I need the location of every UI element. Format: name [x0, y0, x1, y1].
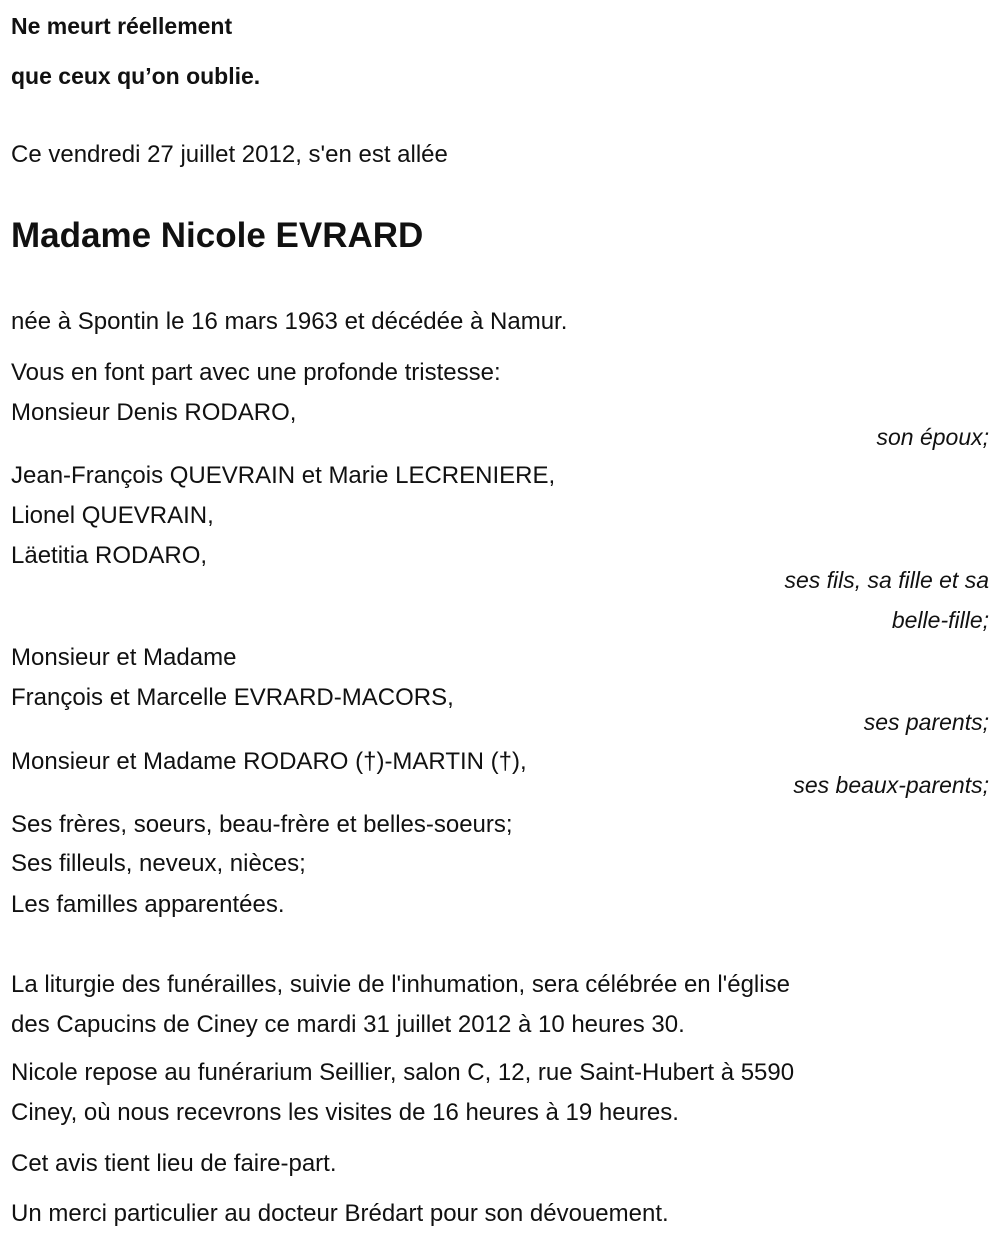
- child-3: Läetitia RODARO,: [11, 542, 208, 569]
- thanks: Un merci particulier au docteur Brédart pour son dévouement.: [11, 1200, 669, 1227]
- children-relation-1: ses fils, sa fille et sa: [784, 567, 989, 593]
- spouse-relation: son époux;: [876, 424, 989, 450]
- deceased-name: Madame Nicole EVRARD: [11, 216, 424, 255]
- funeral-line-2: des Capucins de Ciney ce mardi 31 juillet 2012 à 10 heures 30.: [11, 1011, 685, 1038]
- motto-line-2: que ceux qu’on oublie.: [11, 63, 261, 89]
- notice: Cet avis tient lieu de faire-part.: [11, 1150, 337, 1177]
- visit-line-1: Nicole repose au funérarium Seillier, salon C, 12, rue Saint-Hubert à 5590: [11, 1059, 795, 1086]
- others-line-1: Ses frères, soeurs, beau-frère et belles-soeurs;: [11, 811, 513, 838]
- others-line-2: Ses filleuls, neveux, nièces;: [11, 850, 306, 877]
- others-line-3: Les familles apparentées.: [11, 891, 285, 918]
- funeral-line-1: La liturgie des funérailles, suivie de l'inhumation, sera célébrée en l'église: [11, 971, 790, 998]
- parents-relation: ses parents;: [863, 709, 989, 735]
- spouse-name: Monsieur Denis RODARO,: [11, 399, 297, 426]
- children-relation-2: belle-fille;: [891, 607, 989, 633]
- birth-death: née à Spontin le 16 mars 1963 et décédée à Namur.: [11, 308, 568, 335]
- in-laws-relation: ses beaux-parents;: [793, 772, 989, 798]
- parents-line-2: François et Marcelle EVRARD-MACORS,: [11, 684, 454, 711]
- intro: Ce vendredi 27 juillet 2012, s'en est allée: [11, 141, 448, 168]
- motto-line-1: Ne meurt réellement: [11, 13, 233, 39]
- announcement: Vous en font part avec une profonde tristesse:: [11, 359, 501, 386]
- in-laws-name: Monsieur et Madame RODARO (†)-MARTIN (†),: [11, 748, 527, 775]
- child-2: Lionel QUEVRAIN,: [11, 502, 214, 529]
- visit-line-2: Ciney, où nous recevrons les visites de 16 heures à 19 heures.: [11, 1099, 679, 1126]
- child-1: Jean-François QUEVRAIN et Marie LECRENIERE,: [11, 462, 556, 489]
- parents-line-1: Monsieur et Madame: [11, 644, 237, 671]
